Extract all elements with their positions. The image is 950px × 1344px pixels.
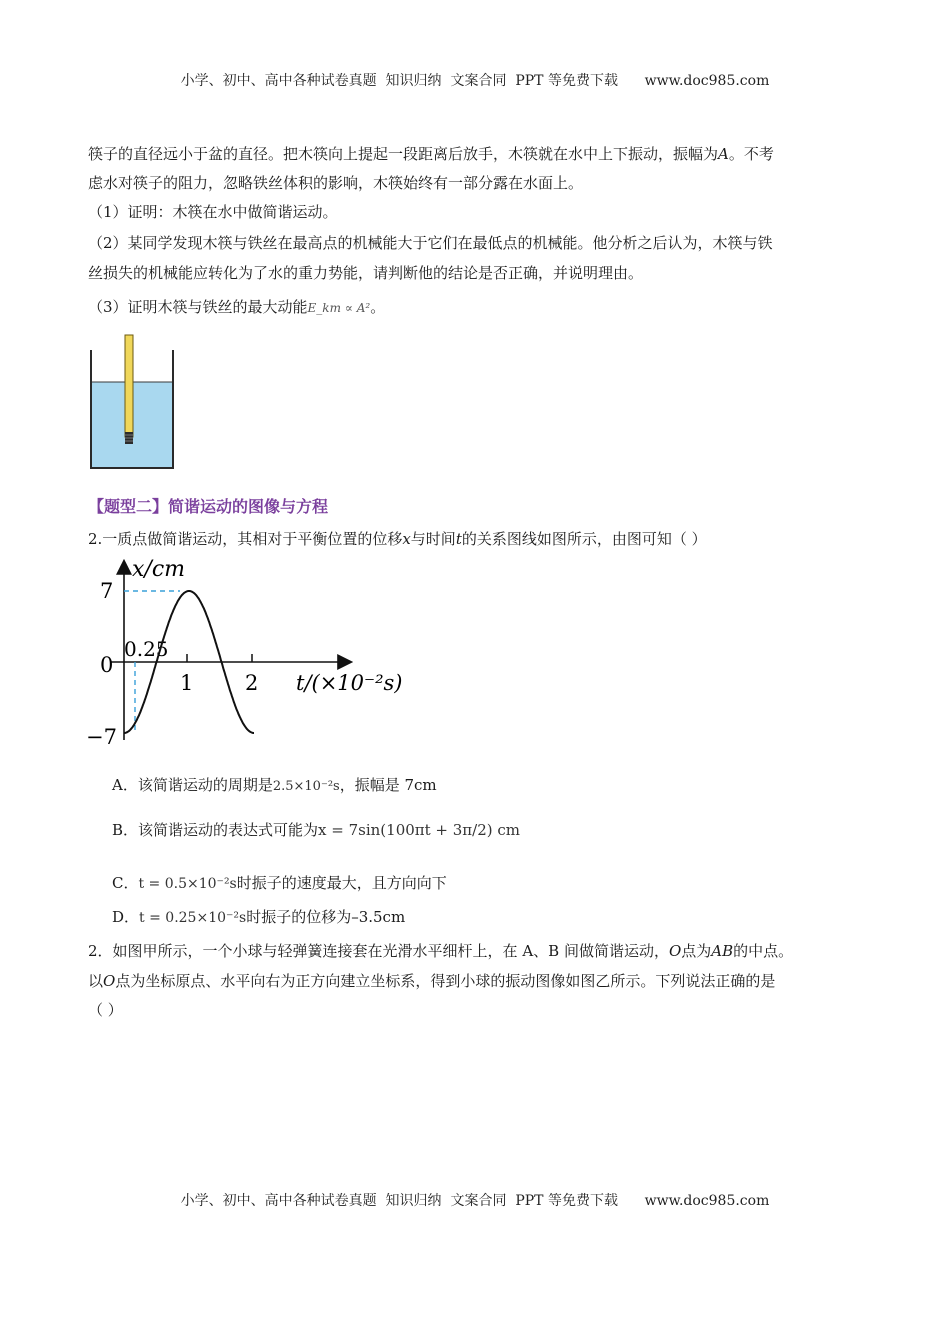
- problem3-var-AB: AB: [711, 942, 734, 960]
- option-a-tail: ，振幅是 7cm: [339, 776, 437, 794]
- problem3-line3: （ ）: [88, 1001, 123, 1019]
- x-axis-label: t/(×10⁻²s): [296, 671, 403, 695]
- page-footer: 小学、初中、高中各种试卷真题 知识归纳 文案合同 PPT 等免费下载 www.doc985.com: [180, 1193, 770, 1209]
- option-d-tail: 时振子的位移为–3.5cm: [246, 908, 406, 926]
- option-c: [112, 872, 447, 895]
- problem2-stem-c: 的关系图线如图所示，由图可知（ ）: [461, 530, 707, 548]
- problem3-l2b: 点为坐标原点、水平向右为正方向建立坐标系，得到小球的振动图像如图乙所示。下列说法正确的是: [115, 972, 776, 990]
- chopstick: [125, 335, 133, 437]
- option-b-label: B．该简谐运动的表达式可能为: [112, 821, 319, 839]
- problem1-q3-a: （3）证明木筷与铁丝的最大动能: [88, 298, 308, 316]
- problem1-q3-math: E_km ∝ A²: [307, 301, 371, 315]
- option-d: [112, 906, 405, 929]
- option-a-math: 2.5×10⁻²s: [272, 779, 340, 794]
- problem3-line2: [88, 970, 775, 992]
- problem3-l1c: 的中点。: [733, 942, 794, 960]
- y-tick-neg7: −7: [86, 725, 117, 749]
- problem3-l1b: 点为: [681, 942, 712, 960]
- problem1-q3-b: 。: [370, 298, 386, 316]
- option-b-math: x = 7sin(100πt + 3π/2) cm: [318, 821, 521, 839]
- problem2-var-x: x: [402, 530, 411, 548]
- problem1-line2: 虑水对筷子的阻力，忽略铁丝体积的影响，木筷始终有一部分露在水面上。: [88, 174, 584, 192]
- option-a-label: A．该简谐运动的周期是: [112, 776, 273, 794]
- option-d-math: t = 0.25×10⁻²s: [139, 910, 247, 926]
- problem3-var-O2: O: [103, 972, 116, 990]
- option-d-label: D．: [112, 908, 140, 926]
- page-header: 小学、初中、高中各种试卷真题 知识归纳 文案合同 PPT 等免费下载 www.doc985.com: [180, 73, 770, 89]
- x-tick-1: 1: [180, 671, 194, 695]
- problem2-stem: [88, 528, 707, 550]
- y-axis-label: x/cm: [132, 557, 186, 582]
- problem1-var-A: A: [718, 145, 729, 163]
- problem2-stem-b: 与时间: [410, 530, 456, 548]
- problem1-line1: [88, 143, 774, 165]
- option-a: [112, 774, 437, 798]
- x-tick-0.25: 0.25: [124, 637, 169, 661]
- section-title: 【题型二】简谐运动的图像与方程: [88, 497, 329, 516]
- problem1-q2-line1: （2）某同学发现木筷与铁丝在最高点的机械能大于它们在最低点的机械能。他分析之后认为，木筷与铁: [88, 234, 773, 252]
- problem3-l1a: 2．如图甲所示，一个小球与轻弹簧连接套在光滑水平细杆上，在 A、B 间做简谐运动，: [88, 942, 669, 960]
- option-b: [112, 819, 520, 841]
- chopstick-figure: [88, 332, 178, 472]
- problem3-line1: [88, 940, 793, 962]
- problem1-line1-b: 。不考: [728, 145, 774, 163]
- problem1-q2-line2: 丝损失的机械能应转化为了水的重力势能，请判断他的结论是否正确，并说明理由。: [88, 264, 644, 282]
- problem2-stem-a: 2.一质点做简谐运动，其相对于平衡位置的位移: [88, 530, 403, 548]
- sho-graph: [80, 552, 410, 752]
- option-c-math: t = 0.5×10⁻²s: [138, 876, 237, 892]
- option-c-label: C．: [112, 874, 139, 892]
- problem2-var-t: t: [455, 530, 462, 548]
- problem1-line1-a: 筷子的直径远小于盆的直径。把木筷向上提起一段距离后放手，木筷就在水中上下振动，振幅为: [88, 145, 719, 163]
- y-tick-7: 7: [100, 579, 114, 603]
- problem3-var-O: O: [668, 942, 682, 960]
- problem3-l2a: 以: [88, 972, 104, 990]
- problem1-q3: [88, 296, 385, 319]
- problem1-q1: （1）证明：木筷在水中做简谐运动。: [88, 203, 338, 221]
- option-c-tail: 时振子的速度最大，且方向向下: [236, 874, 447, 892]
- x-tick-2: 2: [245, 671, 259, 695]
- y-tick-0: 0: [100, 653, 114, 677]
